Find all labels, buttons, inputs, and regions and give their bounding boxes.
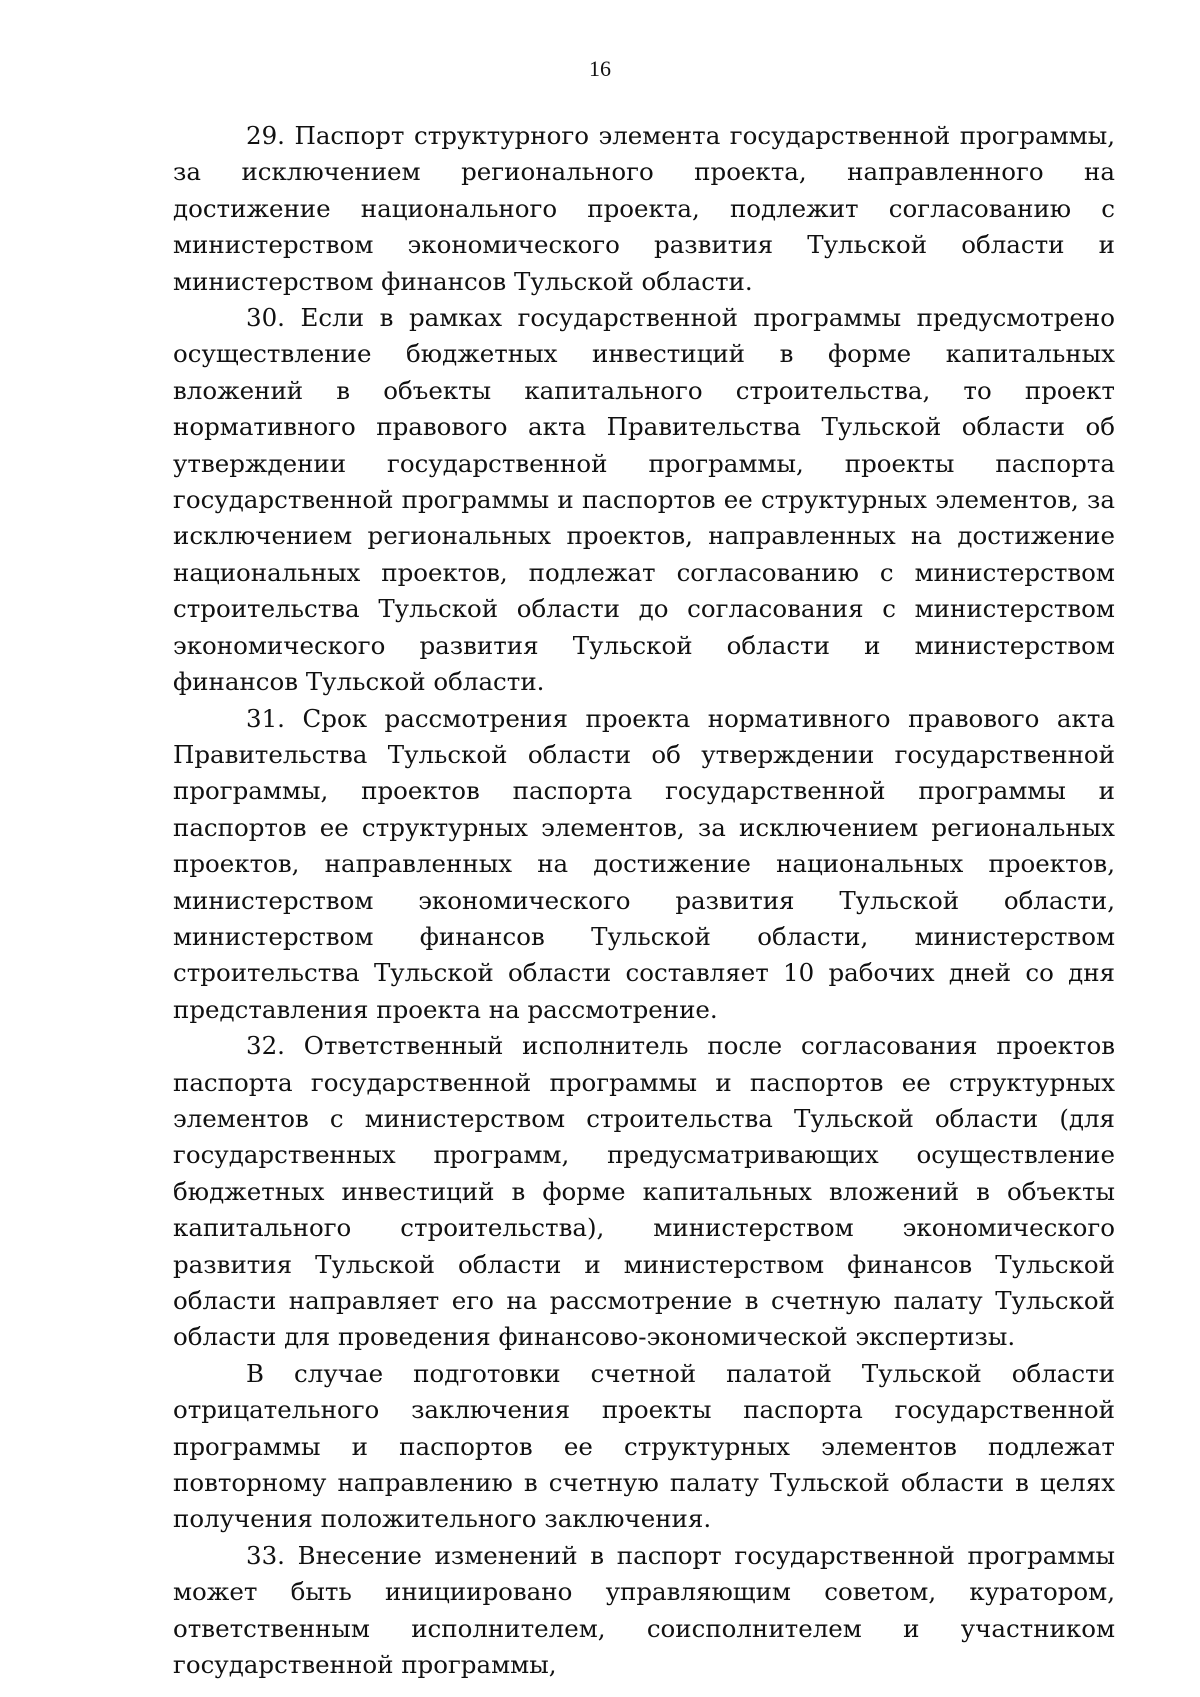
paragraph-33: 33. Внесение изменений в паспорт государственной программы может быть инициировано управляющим советом, куратором, ответственным исполнителем, соисполнителем и участником государственной программы,: [173, 1540, 1115, 1680]
paragraph-32: 32. Ответственный исполнитель после согласования проектов паспорта государственной программы и паспортов ее структурных элементов с министерством строительства Тульской области (для государственных программ, предусматривающих осуществление бюджетных инвестиций в форме капитальных вложений в объекты капитального строительства), министерством экономического развития Тульской области и министерством финансов Тульской области направляет его на рассмотрение в счетную палату Тульской области для проведения финансово-экономической экспертизы.: [173, 1031, 1115, 1352]
paragraph-31: 31. Срок рассмотрения проекта нормативного правового акта Правительства Тульской области об утверждении государственной программы, проектов паспорта государственной программы и паспортов ее структурных элементов, за исключением региональных проектов, направленных на достижение национальных проектов, министерством экономического развития Тульской области, министерством финансов Тульской области, министерством строительства Тульской области составляет 10 рабочих дней со дня представления проекта на рассмотрение.: [173, 703, 1115, 1024]
paragraph-30: 30. Если в рамках государственной программы предусмотрено осуществление бюджетных инвестиций в форме капитальных вложений в объекты капитального строительства, то проект нормативного правового акта Правительства Тульской области об утверждении государственной программы, проекты паспорта государственной программы и паспортов ее структурных элементов, за исключением региональных проектов, направленных на достижение национальных проектов, подлежат согласованию с министерством строительства Тульской области до согласования с министерством экономического развития Тульской области и министерством финансов Тульской области.: [173, 303, 1115, 697]
paragraph-32-continuation: В случае подготовки счетной палатой Тульской области отрицательного заключения проекты паспорта государственной программы и паспортов ее структурных элементов подлежат повторному направлению в счетную палату Тульской области в целях получения положительного заключения.: [173, 1358, 1115, 1534]
paragraph-29: 29. Паспорт структурного элемента государственной программы, за исключением регионального проекта, направленного на достижение национального проекта, подлежит согласованию с министерством экономического развития Тульской области и министерством финансов Тульской области.: [173, 121, 1115, 296]
page-number: 16: [589, 56, 611, 81]
document-body: [173, 118, 1115, 1683]
